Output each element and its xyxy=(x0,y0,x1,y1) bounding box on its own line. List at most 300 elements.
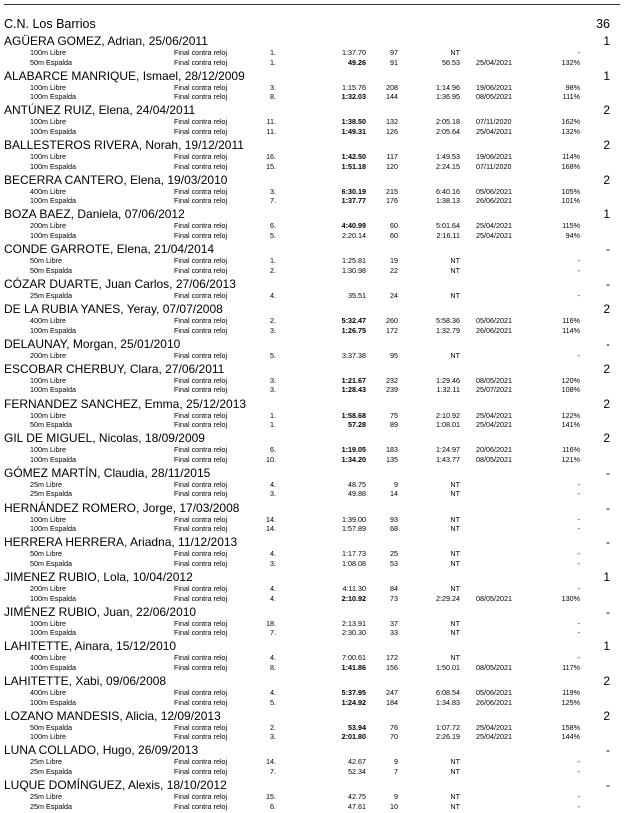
fina-points: 9 xyxy=(394,479,398,489)
swimmer-count: 1 xyxy=(603,639,610,654)
event-name: 100m Libre xyxy=(30,445,66,455)
event-name: 100m Libre xyxy=(30,618,66,628)
position: 3. xyxy=(270,375,276,385)
previous-best-date: 07/11/2020 xyxy=(476,117,512,127)
swimmer-block xyxy=(0,103,624,138)
swimmer-block xyxy=(0,431,624,466)
previous-best: 1:32.79 xyxy=(436,325,460,335)
previous-best-date: 05/06/2021 xyxy=(476,316,512,325)
previous-best: NT xyxy=(450,350,460,360)
round-type: Final contra reloj xyxy=(174,445,228,455)
previous-best-date: 08/05/2021 xyxy=(476,375,512,385)
improvement-percent: - xyxy=(577,792,580,802)
previous-best: 2:24.15 xyxy=(436,161,460,171)
round-type: Final contra reloj xyxy=(174,221,228,231)
fina-points: 95 xyxy=(390,350,398,360)
fina-points: 132 xyxy=(386,117,398,127)
swimmer-block xyxy=(0,337,624,362)
swimmer-block xyxy=(0,207,624,242)
result-row xyxy=(0,196,624,206)
previous-best: 5:01.64 xyxy=(436,221,460,231)
result-row xyxy=(0,326,624,336)
swim-time: 1:32.03 xyxy=(341,92,366,102)
fina-points: 215 xyxy=(386,186,398,196)
event-name: 50m Espalda xyxy=(30,265,72,275)
swimmer-count: - xyxy=(606,465,610,480)
swimmer-header xyxy=(0,605,624,619)
improvement-percent: 98% xyxy=(565,82,580,92)
position: 15. xyxy=(266,792,276,802)
swim-time: 1:21.67 xyxy=(341,375,366,385)
swimmer-name: ESCOBAR CHERBUY, Clara, 27/06/2011 xyxy=(4,361,225,376)
swimmer-header xyxy=(0,501,624,515)
swimmer-name: AGÜERA GOMEZ, Adrian, 25/06/2011 xyxy=(4,34,208,48)
swim-time: 6:30.19 xyxy=(341,186,366,196)
previous-best: 2:05.64 xyxy=(436,126,460,136)
fina-points: 9 xyxy=(394,792,398,802)
round-type: Final contra reloj xyxy=(174,618,228,628)
improvement-percent: 119% xyxy=(562,688,580,698)
previous-best-date: 25/04/2021 xyxy=(476,57,512,67)
previous-best: 1:43.77 xyxy=(436,454,460,464)
result-row xyxy=(0,663,624,673)
result-row xyxy=(0,757,624,767)
swimmer-block xyxy=(0,743,624,778)
improvement-percent: - xyxy=(577,256,580,266)
round-type: Final contra reloj xyxy=(174,375,228,385)
event-name: 100m Espalda xyxy=(30,126,76,136)
event-name: 25m Espalda xyxy=(30,801,72,811)
swimmer-block xyxy=(0,466,624,501)
swimmer-header xyxy=(0,397,624,411)
previous-best: NT xyxy=(450,290,460,300)
swimmer-count: - xyxy=(606,276,610,291)
previous-best-date: 26/06/2021 xyxy=(476,325,512,335)
previous-best: 1:32.11 xyxy=(436,385,460,395)
improvement-percent: - xyxy=(577,618,580,628)
improvement-percent: - xyxy=(577,757,580,767)
position: 3. xyxy=(270,186,276,196)
swimmer-name: GIL DE MIGUEL, Nicolas, 18/09/2009 xyxy=(4,431,205,446)
swim-time: 2:13.91 xyxy=(342,618,366,628)
round-type: Final contra reloj xyxy=(174,653,228,663)
position: 7. xyxy=(270,196,276,206)
previous-best: 1:36.95 xyxy=(436,92,460,102)
event-name: 100m Espalda xyxy=(30,628,76,638)
improvement-percent: - xyxy=(577,350,580,360)
previous-best: NT xyxy=(450,514,460,524)
swim-time: 1:51.18 xyxy=(341,161,366,171)
event-name: 100m Libre xyxy=(30,410,66,420)
position: 11. xyxy=(266,117,276,127)
previous-best-date: 26/06/2021 xyxy=(476,697,512,707)
previous-best: 1:49.53 xyxy=(436,152,460,162)
swim-time: 1:28.43 xyxy=(341,385,366,395)
swim-time: 42.75 xyxy=(348,792,366,802)
previous-best-date: 25/04/2021 xyxy=(476,410,512,420)
result-row xyxy=(0,802,624,812)
swimmer-header xyxy=(0,34,624,48)
position: 3. xyxy=(270,325,276,335)
swim-time: 2:30.30 xyxy=(342,628,366,638)
fina-points: 232 xyxy=(386,375,398,385)
round-type: Final contra reloj xyxy=(174,316,228,325)
event-name: 400m Libre xyxy=(30,316,66,325)
swim-time: 1:19.05 xyxy=(341,445,366,455)
swimmer-name: JIMÉNEZ RUBIO, Juan, 22/06/2010 xyxy=(4,604,197,619)
event-name: 400m Libre xyxy=(30,653,66,663)
swimmer-header xyxy=(0,207,624,221)
fina-points: 24 xyxy=(390,290,398,300)
result-row xyxy=(0,594,624,604)
previous-best-date: 08/05/2021 xyxy=(476,454,512,464)
round-type: Final contra reloj xyxy=(174,82,228,92)
fina-points: 126 xyxy=(386,126,398,136)
swimmer-count: 2 xyxy=(603,431,610,446)
previous-best: 1:24.97 xyxy=(436,445,460,455)
swimmer-count: 2 xyxy=(603,674,610,689)
previous-best: NT xyxy=(450,584,460,593)
swimmer-header xyxy=(0,277,624,291)
previous-best: NT xyxy=(450,766,460,776)
previous-best: NT xyxy=(450,265,460,275)
position: 4. xyxy=(270,290,276,300)
result-row xyxy=(0,698,624,708)
improvement-percent: 162% xyxy=(561,117,580,127)
previous-best: 2:05.18 xyxy=(436,117,460,127)
result-row xyxy=(0,162,624,172)
improvement-percent: 117% xyxy=(562,662,580,672)
fina-points: 91 xyxy=(390,57,398,67)
event-name: 25m Libre xyxy=(30,792,62,802)
round-type: Final contra reloj xyxy=(174,524,228,534)
fina-points: 135 xyxy=(386,454,398,464)
result-row xyxy=(0,256,624,266)
event-name: 25m Libre xyxy=(30,757,62,767)
round-type: Final contra reloj xyxy=(174,549,228,559)
position: 2. xyxy=(270,265,276,275)
result-row xyxy=(0,559,624,569)
swimmer-block xyxy=(0,639,624,674)
round-type: Final contra reloj xyxy=(174,350,228,360)
round-type: Final contra reloj xyxy=(174,593,228,603)
improvement-percent: - xyxy=(577,479,580,489)
improvement-percent: 130% xyxy=(561,593,580,603)
improvement-percent: 108% xyxy=(561,385,580,395)
round-type: Final contra reloj xyxy=(174,766,228,776)
position: 1. xyxy=(270,57,276,67)
event-name: 25m Espalda xyxy=(30,766,72,776)
swimmer-block xyxy=(0,605,624,640)
event-name: 100m Espalda xyxy=(30,524,76,534)
round-type: Final contra reloj xyxy=(174,558,228,568)
round-type: Final contra reloj xyxy=(174,454,228,464)
swimmer-block xyxy=(0,397,624,432)
result-row xyxy=(0,732,624,742)
improvement-percent: - xyxy=(577,514,580,524)
result-row xyxy=(0,480,624,490)
previous-best-date: 25/04/2021 xyxy=(476,722,512,732)
swim-time: 1:41.86 xyxy=(341,662,366,672)
result-row xyxy=(0,489,624,499)
swimmer-header xyxy=(0,242,624,256)
round-type: Final contra reloj xyxy=(174,584,228,593)
round-type: Final contra reloj xyxy=(174,290,228,300)
improvement-percent: 94% xyxy=(565,230,580,240)
position: 16. xyxy=(266,152,276,162)
result-row xyxy=(0,83,624,93)
improvement-percent: 132% xyxy=(561,126,580,136)
swimmer-header xyxy=(0,173,624,187)
position: 14. xyxy=(266,757,276,767)
swimmer-name: DELAUNAY, Morgan, 25/01/2010 xyxy=(4,336,181,351)
swimmer-count: - xyxy=(606,242,610,257)
result-row xyxy=(0,653,624,663)
position: 14. xyxy=(266,524,276,534)
swim-time: 1:39.00 xyxy=(342,514,366,524)
swimmer-name: LUQUE DOMÍNGUEZ, Alexis, 18/10/2012 xyxy=(4,778,227,793)
result-row xyxy=(0,221,624,231)
swim-time: 1:30.98 xyxy=(342,265,366,275)
improvement-percent: 122% xyxy=(561,410,580,420)
position: 3. xyxy=(270,732,276,742)
swim-time: 1:38.50 xyxy=(341,117,366,127)
swim-time: 1:58.68 xyxy=(341,410,366,420)
event-name: 100m Espalda xyxy=(30,230,76,240)
round-type: Final contra reloj xyxy=(174,410,228,420)
swim-time: 3:37.38 xyxy=(342,350,366,360)
fina-points: 172 xyxy=(386,653,398,663)
event-name: 100m Espalda xyxy=(30,325,76,335)
event-name: 50m Espalda xyxy=(30,57,72,67)
event-name: 100m Libre xyxy=(30,375,66,385)
previous-best: 5:58.36 xyxy=(436,316,460,325)
previous-best-date: 25/04/2021 xyxy=(476,732,512,742)
event-name: 100m Espalda xyxy=(30,662,76,672)
swimmer-header xyxy=(0,431,624,445)
position: 3. xyxy=(270,385,276,395)
top-rule xyxy=(4,4,620,5)
fina-points: 239 xyxy=(386,385,398,395)
improvement-percent: - xyxy=(577,653,580,663)
previous-best-date: 19/06/2021 xyxy=(476,152,512,162)
total-results-count: 36 xyxy=(596,17,610,31)
previous-best-date: 08/05/2021 xyxy=(476,662,512,672)
fina-points: 84 xyxy=(390,584,398,593)
swimmer-block xyxy=(0,778,624,813)
improvement-percent: - xyxy=(577,628,580,638)
round-type: Final contra reloj xyxy=(174,697,228,707)
position: 8. xyxy=(270,92,276,102)
fina-points: 76 xyxy=(390,722,398,732)
improvement-percent: - xyxy=(577,290,580,300)
fina-points: 89 xyxy=(390,420,398,430)
improvement-percent: - xyxy=(577,558,580,568)
event-name: 25m Espalda xyxy=(30,489,72,499)
swimmer-header xyxy=(0,709,624,723)
swimmer-block xyxy=(0,501,624,536)
event-name: 400m Libre xyxy=(30,688,66,698)
fina-points: 208 xyxy=(386,82,398,92)
improvement-percent: - xyxy=(577,766,580,776)
previous-best-date: 19/06/2021 xyxy=(476,82,512,92)
improvement-percent: 116% xyxy=(562,445,580,455)
previous-best: NT xyxy=(450,801,460,811)
swimmer-block xyxy=(0,34,624,69)
position: 5. xyxy=(270,350,276,360)
event-name: 100m Espalda xyxy=(30,697,76,707)
position: 7. xyxy=(270,628,276,638)
swimmer-header xyxy=(0,778,624,792)
previous-best-date: 25/07/2021 xyxy=(476,385,512,395)
position: 4. xyxy=(270,688,276,698)
swimmer-block xyxy=(0,302,624,337)
swimmer-block xyxy=(0,242,624,277)
event-name: 25m Libre xyxy=(30,479,62,489)
swimmer-name: ALABARCE MANRIQUE, Ismael, 28/12/2009 xyxy=(4,68,245,83)
swimmer-header xyxy=(0,466,624,480)
fina-points: 247 xyxy=(386,688,398,698)
result-row xyxy=(0,316,624,326)
round-type: Final contra reloj xyxy=(174,722,228,732)
position: 4. xyxy=(270,584,276,593)
round-type: Final contra reloj xyxy=(174,196,228,206)
round-type: Final contra reloj xyxy=(174,265,228,275)
position: 6. xyxy=(270,445,276,455)
swimmer-name: BOZA BAEZ, Daniela, 07/06/2012 xyxy=(4,207,185,222)
swimmer-count: 1 xyxy=(603,570,610,584)
result-row xyxy=(0,117,624,127)
position: 6. xyxy=(270,221,276,231)
swim-time: 1:15.76 xyxy=(342,82,366,92)
position: 18. xyxy=(266,618,276,628)
swimmer-name: BALLESTEROS RIVERA, Norah, 19/12/2011 xyxy=(4,138,244,153)
improvement-percent: 116% xyxy=(562,316,580,325)
swim-time: 47.61 xyxy=(348,801,366,811)
swimmer-count: 2 xyxy=(603,138,610,153)
result-row xyxy=(0,619,624,629)
position: 4. xyxy=(270,479,276,489)
fina-points: 260 xyxy=(386,316,398,325)
result-row xyxy=(0,628,624,638)
improvement-percent: - xyxy=(577,549,580,559)
swim-time: 1:42.50 xyxy=(341,152,366,162)
fina-points: 33 xyxy=(390,628,398,638)
swim-time: 1:49.31 xyxy=(341,126,366,136)
result-row xyxy=(0,767,624,777)
improvement-percent: 168% xyxy=(561,161,580,171)
swim-time: 1:57.89 xyxy=(342,524,366,534)
result-row xyxy=(0,291,624,301)
swim-time: 1:24.92 xyxy=(341,697,366,707)
swim-time: 5:32.47 xyxy=(341,316,366,325)
swimmer-header xyxy=(0,362,624,376)
swimmer-block xyxy=(0,69,624,104)
event-name: 100m Espalda xyxy=(30,385,76,395)
round-type: Final contra reloj xyxy=(174,126,228,136)
event-name: 100m Espalda xyxy=(30,161,76,171)
previous-best: 1:50.01 xyxy=(436,662,460,672)
event-name: 100m Libre xyxy=(30,152,66,162)
swimmer-count: 2 xyxy=(603,302,610,316)
previous-best: 6:08.54 xyxy=(436,688,460,698)
event-name: 50m Libre xyxy=(30,549,62,559)
result-row xyxy=(0,376,624,386)
swimmer-name: LOZANO MANDESIS, Alicia, 12/09/2013 xyxy=(4,708,221,723)
result-row xyxy=(0,58,624,68)
fina-points: 144 xyxy=(386,92,398,102)
previous-best: 2:10.92 xyxy=(436,410,460,420)
fina-points: 37 xyxy=(390,618,398,628)
previous-best-date: 26/06/2021 xyxy=(476,196,512,206)
swimmer-name: CONDE GARROTE, Elena, 21/04/2014 xyxy=(4,242,215,257)
result-row xyxy=(0,127,624,137)
improvement-percent: 132% xyxy=(561,57,580,67)
round-type: Final contra reloj xyxy=(174,117,228,127)
result-row xyxy=(0,584,624,594)
improvement-percent: - xyxy=(577,489,580,499)
position: 3. xyxy=(270,489,276,499)
event-name: 100m Libre xyxy=(30,117,66,127)
previous-best: 2:16.11 xyxy=(436,230,460,240)
club-name: C.N. Los Barrios xyxy=(4,17,96,31)
swimmer-name: CÓZAR DUARTE, Juan Carlos, 27/06/2013 xyxy=(4,276,236,291)
swim-time: 1:25.81 xyxy=(342,256,366,266)
result-row xyxy=(0,152,624,162)
round-type: Final contra reloj xyxy=(174,152,228,162)
event-name: 200m Libre xyxy=(30,350,66,360)
position: 6. xyxy=(270,801,276,811)
previous-best: NT xyxy=(450,618,460,628)
swim-time: 1:37.70 xyxy=(342,48,366,57)
swim-time: 1:17.73 xyxy=(342,549,366,559)
report-header xyxy=(4,17,610,33)
improvement-percent: - xyxy=(577,584,580,593)
fina-points: 120 xyxy=(386,161,398,171)
round-type: Final contra reloj xyxy=(174,757,228,767)
fina-points: 184 xyxy=(386,697,398,707)
fina-points: 53 xyxy=(390,558,398,568)
round-type: Final contra reloj xyxy=(174,489,228,499)
previous-best: NT xyxy=(450,792,460,802)
swim-time: 4:11.30 xyxy=(342,584,366,593)
round-type: Final contra reloj xyxy=(174,325,228,335)
swim-time: 53.94 xyxy=(348,722,366,732)
previous-best: NT xyxy=(450,549,460,559)
previous-best: NT xyxy=(450,256,460,266)
improvement-percent: 115% xyxy=(562,221,580,231)
position: 4. xyxy=(270,549,276,559)
improvement-percent: 111% xyxy=(562,92,580,102)
round-type: Final contra reloj xyxy=(174,230,228,240)
swim-time: 4:40.99 xyxy=(341,221,366,231)
swimmer-count: 2 xyxy=(603,103,610,118)
swimmer-name: DE LA RUBIA YANES, Yeray, 07/07/2008 xyxy=(4,302,223,316)
improvement-percent: 121% xyxy=(561,454,580,464)
swimmer-count: 1 xyxy=(603,207,610,222)
swimmer-header xyxy=(0,639,624,653)
swimmer-header xyxy=(0,570,624,584)
previous-best: NT xyxy=(450,479,460,489)
previous-best: NT xyxy=(450,558,460,568)
fina-points: 156 xyxy=(386,662,398,672)
round-type: Final contra reloj xyxy=(174,479,228,489)
swimmer-count: - xyxy=(606,778,610,793)
swimmer-count: - xyxy=(606,743,610,758)
previous-best: 1:29.46 xyxy=(436,375,460,385)
improvement-percent: 158% xyxy=(561,722,580,732)
round-type: Final contra reloj xyxy=(174,688,228,698)
